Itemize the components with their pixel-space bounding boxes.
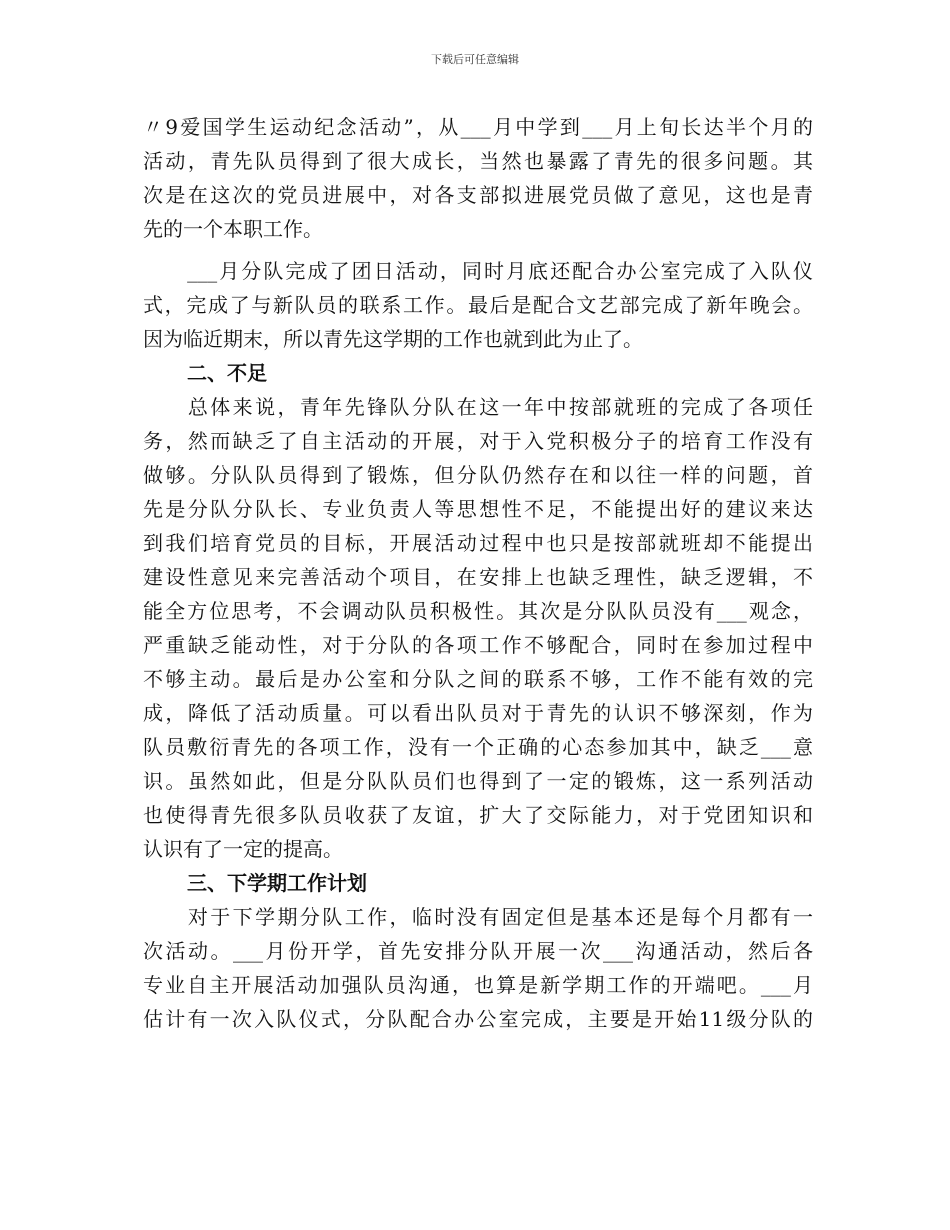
text-line: 不够主动。最后是办公室和分队之间的联系不够，工作不能有效的完: [143, 667, 813, 691]
text-line: 成，降低了活动质量。可以看出队员对于青先的认识不够深刻，作为: [143, 701, 813, 725]
text-line: 队员敷衍青先的各项工作，没有一个正确的心态参加其中，缺乏___意: [143, 735, 813, 759]
paragraph: [143, 110, 813, 246]
text-line: 〃9爱国学生运动纪念活动”，从___月中学到___月上旬长达半个月的: [143, 115, 813, 139]
text-line: 总体来说，青年先锋队分队在这一年中按部就班的完成了各项任: [143, 395, 813, 419]
text-line: 认识有了一定的提高。: [143, 837, 343, 861]
text-line: 先是分队分队长、专业负责人等思想性不足，不能提出好的建议来达: [143, 497, 813, 521]
text-line: 活动，青先队员得到了很大成长，当然也暴露了青先的很多问题。其: [143, 149, 813, 173]
text-line: 式，完成了与新队员的联系工作。最后是配合文艺部完成了新年晚会。: [143, 293, 813, 317]
text-line: 做够。分队队员得到了锻炼，但分队仍然存在和以往一样的问题，首: [143, 463, 813, 487]
text-line: ___月分队完成了团日活动，同时月底还配合办公室完成了入队仪: [143, 259, 813, 283]
text-line: 能全方位思考，不会调动队员积极性。其次是分队队员没有___观念，: [143, 599, 813, 623]
paragraph: [143, 254, 813, 356]
paragraph: [143, 390, 813, 866]
section-heading: 二、不足: [187, 361, 267, 385]
text-line: 估计有一次入队仪式，分队配合办公室完成，主要是开始11级分队的: [143, 1007, 813, 1031]
text-line: 到我们培育党员的目标，开展活动过程中也只是按部就班却不能提出: [143, 531, 813, 555]
text-line: 建设性意见来完善活动个项目，在安排上也缺乏理性，缺乏逻辑，不: [143, 565, 813, 589]
text-line: 识。虽然如此，但是分队队员们也得到了一定的锻炼，这一系列活动: [143, 769, 813, 793]
section-heading: 三、下学期工作计划: [187, 871, 367, 895]
text-line: 次是在这次的党员进展中，对各支部拟进展党员做了意见，这也是青: [143, 183, 813, 207]
text-line: 因为临近期末，所以青先这学期的工作也就到此为止了。: [143, 327, 643, 351]
text-line: 次活动。___月份开学，首先安排分队开展一次___沟通活动，然后各: [143, 939, 813, 963]
text-line: 专业自主开展活动加强队员沟通，也算是新学期工作的开端吧。___月: [143, 973, 813, 997]
text-line: 务，然而缺乏了自主活动的开展，对于入党积极分子的培育工作没有: [143, 429, 813, 453]
text-line: 先的一个本职工作。: [143, 217, 323, 241]
paragraph: [143, 900, 813, 1036]
text-line: 也使得青先很多队员收获了友谊，扩大了交际能力，对于党团知识和: [143, 803, 813, 827]
text-line: 对于下学期分队工作，临时没有固定但是基本还是每个月都有一: [143, 905, 813, 929]
document-body: [143, 110, 813, 1036]
page-header: 下载后可任意编辑: [431, 53, 519, 66]
text-line: 严重缺乏能动性，对于分队的各项工作不够配合，同时在参加过程中: [143, 633, 813, 657]
